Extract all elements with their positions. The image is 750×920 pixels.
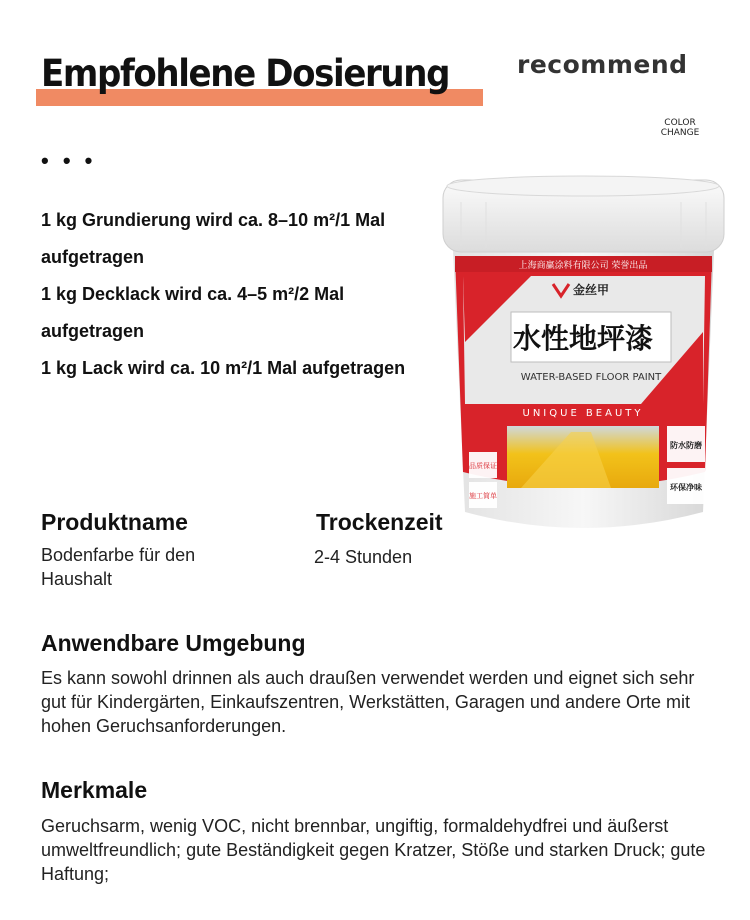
dosage-list	[41, 202, 421, 387]
badge-quality: 品质保证	[469, 462, 497, 470]
color-change-label	[648, 118, 712, 138]
badge-eco: 环保净味	[670, 483, 702, 492]
ellipsis-dots: • • •	[41, 148, 97, 173]
dosage-item-topcoat: 1 kg Decklack wird ca. 4–5 m²/2 Mal aufgetragen	[41, 284, 345, 341]
dosage-item-varnish: 1 kg Lack wird ca. 10 m²/1 Mal aufgetragen	[41, 358, 406, 378]
color-change-line-2: CHANGE	[660, 128, 700, 138]
product-name-value: Bodenfarbe für den Haushalt	[41, 545, 196, 589]
label-tagline: UNIQUE BEAUTY	[522, 408, 644, 419]
environment-text: Es kann sowohl drinnen als auch draußen verwendet werden und eignet sich sehr gut für Kindergärten, Einkaufszentren, Werkstätten, Garagen und andere Orte mit hohen Geruchsanforderungen.	[41, 668, 695, 736]
product-name-heading: Produktname	[41, 509, 188, 535]
label-company: 上海商赢涂料有限公司 荣誉出品	[518, 261, 648, 271]
badge-waterproof: 防水防磨	[670, 441, 702, 450]
label-name-en: WATER-BASED FLOOR PAINT	[520, 372, 662, 383]
features-heading: Merkmale	[41, 777, 148, 803]
title-block	[36, 52, 486, 108]
features-text: Geruchsarm, wenig VOC, nicht brennbar, ungiftig, formaldehydfrei und äußerst umweltfreundlich; gute Beständigkeit gegen Kratzer, Stöße und starken Druck; gute Haftung;	[41, 816, 706, 884]
drying-time-value: 2-4 Stunden	[314, 547, 413, 567]
recommend-label: recommend	[517, 50, 688, 79]
color-change-line-1: COLOR	[664, 118, 696, 128]
badge-easy: 施工简单	[469, 492, 497, 500]
page-title: Empfohlene Dosierung	[41, 52, 450, 95]
label-name-cn: 水性地坪漆	[512, 322, 654, 355]
dosage-item-primer: 1 kg Grundierung wird ca. 8–10 m²/1 Mal aufgetragen	[41, 210, 386, 267]
paint-bucket-image	[441, 172, 726, 537]
environment-heading: Anwendbare Umgebung	[41, 630, 306, 656]
drying-time-heading: Trockenzeit	[316, 509, 443, 535]
label-brand: 金丝甲	[572, 283, 610, 297]
